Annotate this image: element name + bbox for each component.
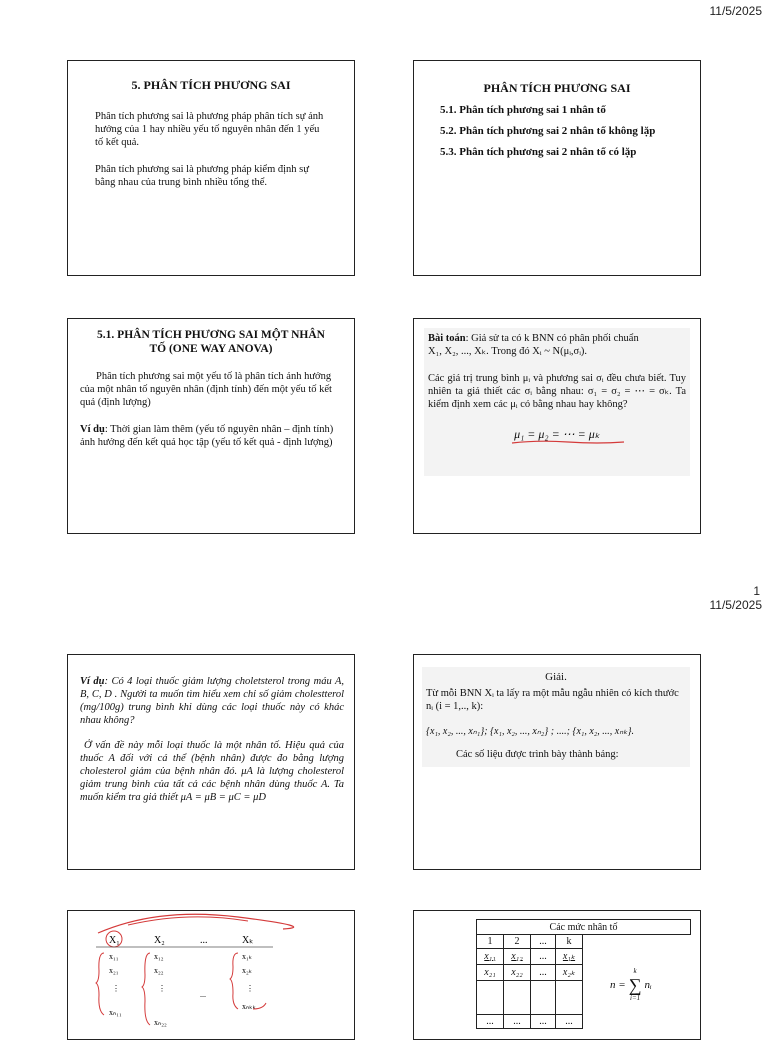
slide-title: PHÂN TÍCH PHƯƠNG SAI	[483, 81, 631, 95]
problem-box	[424, 328, 690, 476]
table-cell: x₂ₖ	[556, 965, 583, 981]
cell: xₙ₁₁	[109, 1008, 122, 1017]
table-cell: ...	[531, 949, 556, 965]
slide-title: 5. PHÂN TÍCH PHƯƠNG SAI	[131, 78, 291, 92]
table-cell: x₂₂	[504, 965, 531, 981]
table-cell: x₁ₖ	[556, 949, 583, 965]
example-label: Ví dụ	[80, 424, 105, 435]
col-header: ...	[200, 935, 208, 946]
data-table-graphic	[68, 911, 355, 1040]
formula-text: μ₁ = μ₂ = ⋯ = μₖ	[514, 427, 600, 441]
table-header: k	[556, 935, 583, 949]
solution-title: Giải.	[545, 671, 567, 683]
cell: x₁₁	[109, 952, 119, 961]
table-cell	[504, 981, 531, 1015]
table-spacer	[583, 949, 691, 965]
cell: x₂₁	[109, 966, 119, 975]
problem-paragraph: Các giá trị trung bình μᵢ và phương sai σᵢ đều chưa biết. Tuy nhiên ta giả thiết các σᵢ bằng nhau: σ₁ = σ₂ = ⋯ = σₖ. Ta kiểm định xem các μᵢ có bằng nhau hay không?	[428, 373, 686, 410]
example-label: Ví dụ	[80, 676, 105, 687]
solution-line: Từ mỗi BNN Xᵢ ta lấy ra một mẫu ngẫu nhiên có kích thước nᵢ (i = 1,.., k):	[426, 688, 679, 712]
slide-title-line: TỐ (ONE WAY ANOVA)	[149, 343, 273, 355]
outline-item: 5.3. Phân tích phương sai 2 nhân tố có lặp	[440, 146, 637, 158]
table-cell: x₁₁	[477, 949, 504, 965]
table-header: ...	[531, 935, 556, 949]
table-spacer	[583, 935, 691, 949]
sum-top: k	[633, 967, 637, 975]
table-header: 1	[477, 935, 504, 949]
outline-item: 5.2. Phân tích phương sai 2 nhân tố không lặp	[440, 125, 656, 137]
hypothesis-formula	[428, 425, 686, 443]
example-paragraph	[80, 675, 344, 727]
table-cell	[556, 981, 583, 1015]
example-text: : Thời gian làm thêm (yếu tố nguyên nhân – định tính) ảnh hưởng đến kết quả học tập (yếu tố kết quả - định lượng)	[80, 424, 334, 448]
table-cell	[531, 981, 556, 1015]
slide-analysis-of-variance	[67, 60, 355, 276]
solution-samples: {x₁, x₂, ..., xₙ₁}; {x₁, x₂, ..., xₙ₂} ; ....; {x₁, x₂, ..., xₙₖ}.	[426, 726, 634, 737]
example-paragraph: Ở vấn đề này mỗi loại thuốc là một nhân tố. Hiệu quả của thuốc A đối với cá thể (bệnh nhân) được đo bằng lượng cholesterol giảm của bệnh nhân đó. μA là lượng cholesterol giảm trung bình của tất cả các bệnh nhân dùng thuốc A. Ta muốn kiểm tra giả thiết μA = μB = μC = μD	[80, 740, 344, 803]
table-cell: ...	[531, 965, 556, 981]
sum-bottom: i=1	[630, 994, 641, 1002]
factor-levels-table	[476, 919, 691, 1029]
formula-left: n =	[610, 979, 626, 991]
problem-text: : Giả sử ta có k BNN có phân phối chuẩn	[465, 333, 639, 344]
table-cell: x₁₂	[504, 949, 531, 965]
page-date-2: 11/5/2025	[709, 598, 762, 612]
table-header: 2	[504, 935, 531, 949]
table-cell: ...	[504, 1015, 531, 1029]
cell: ⋮	[158, 984, 166, 993]
solution-line: Các số liệu được trình bày thành bảng:	[456, 749, 619, 760]
slide-solution	[413, 654, 701, 870]
slide-example	[80, 423, 334, 449]
table-cell: x₂₁	[477, 965, 504, 981]
col-header: X₂	[154, 935, 165, 946]
col-header: X₁	[109, 935, 120, 946]
table-cell	[477, 981, 504, 1015]
slide-example-cholesterol	[67, 654, 355, 870]
slide-paragraph: Phân tích phương sai là phương pháp phân tích sự ảnh hưởng của 1 hay nhiều yếu tố nguyên nhân đến 1 yếu tố kết quả.	[95, 111, 324, 148]
table-cell: ...	[531, 1015, 556, 1029]
table-spacer	[583, 1015, 691, 1029]
slide-factor-levels-table	[413, 910, 701, 1040]
cell: xₙₖₖ	[242, 1002, 256, 1011]
cell: ...	[200, 990, 206, 999]
page-number: 1	[753, 584, 760, 598]
cell: x₁ₖ	[242, 952, 253, 961]
problem-label: Bài toán	[428, 333, 466, 344]
slide-problem-statement	[413, 318, 701, 534]
slide-data-table-handwritten	[67, 910, 355, 1040]
slide-one-way-anova	[67, 318, 355, 534]
outline-list	[440, 100, 700, 163]
page-date-1: 11/5/2025	[709, 4, 762, 18]
slide-outline	[413, 60, 701, 276]
sigma-icon: ∑	[628, 975, 642, 995]
sample-size-formula	[610, 967, 652, 1003]
cell: xₙ₂₂	[154, 1018, 167, 1027]
formula-right: nᵢ	[644, 979, 652, 991]
example-text: : Có 4 loại thuốc giảm lượng choletsterol trong máu A, B, C, D . Người ta muốn tìm hiểu xem chỉ số giảm cholestterol (mg/100g) trung bình khi dùng các loại thuốc này có khác nhau không?	[80, 676, 345, 726]
problem-line: X₁, X₂, ..., Xₖ. Trong đó Xᵢ ~ N(μᵢ,σᵢ).	[428, 346, 588, 357]
slide-title	[68, 328, 354, 356]
red-underline-annotation	[508, 438, 628, 448]
problem-line	[428, 332, 686, 345]
col-header: Xₖ	[242, 935, 254, 946]
slide-title-line: 5.1. PHÂN TÍCH PHƯƠNG SAI MỘT NHÂN	[97, 329, 325, 341]
cell: x₂ₖ	[242, 966, 253, 975]
solution-box	[422, 667, 690, 767]
cell: x₂₂	[154, 966, 164, 975]
sum-symbol	[629, 967, 642, 1003]
table-cell: ...	[477, 1015, 504, 1029]
outline-item: 5.1. Phân tích phương sai 1 nhân tố	[440, 104, 606, 116]
table-title: Các mức nhân tố	[477, 920, 691, 935]
slide-paragraph: Phân tích phương sai là phương pháp kiểm định sự bằng nhau của trung bình nhiều tổng thể.	[95, 164, 309, 188]
cell: ⋮	[112, 984, 120, 993]
cell: x₁₂	[154, 952, 164, 961]
slide-paragraph: Phân tích phương sai một yếu tố là phân tích ảnh hưởng của một nhân tố nguyên nhân (định tính) đến một yếu tố kết quả (định lượng)	[80, 371, 332, 408]
cell: ⋮	[246, 984, 254, 993]
table-cell: ...	[556, 1015, 583, 1029]
